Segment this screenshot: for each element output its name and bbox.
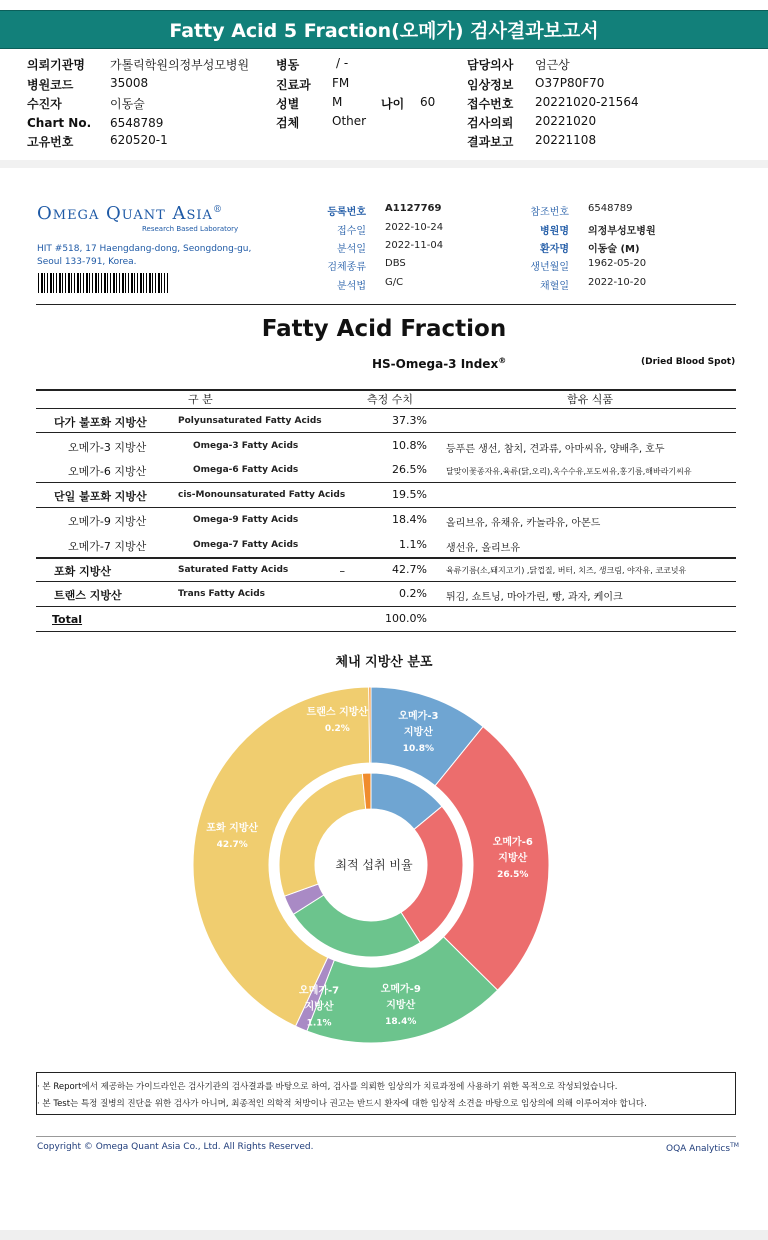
receipt-no-label: 접수번호 <box>467 97 514 111</box>
slice-name-label: 지방산 <box>498 853 528 865</box>
patient-name-value: 이동술 (M) <box>588 244 640 255</box>
row-value: 18.4% <box>392 513 427 526</box>
patient-name-label: 환자명 <box>540 244 569 255</box>
row-english-name: cis-Monounsaturated Fatty Acids <box>178 490 346 500</box>
analysis-date-label: 분석일 <box>337 244 366 255</box>
slice-value-label: 42.7% <box>216 840 248 851</box>
method-value: G/C <box>385 277 404 288</box>
row-mark: _ <box>340 563 345 573</box>
analysis-date-value: 2022-11-04 <box>385 240 444 251</box>
row-foods: 달맞이꽃종자유,육류(닭,오리),옥수수유,포도씨유,홍기름,해바라기씨유 <box>446 467 692 476</box>
row-foods: 올리브유, 유채유, 카놀라유, 아몬드 <box>446 518 601 529</box>
outer-slice <box>369 687 371 763</box>
row-foods: 등푸른 생선, 참치, 견과류, 아마씨유, 양배추, 호두 <box>446 444 665 455</box>
row-divider <box>36 482 736 483</box>
lab-logo-mark: ® <box>212 205 223 215</box>
registration-no-value: A1127769 <box>385 203 442 214</box>
row-value: 42.7% <box>392 563 427 576</box>
table-bottom-border <box>36 631 736 632</box>
doctor-label: 담당의사 <box>467 58 514 72</box>
row-foods: 생선유, 올리브유 <box>446 543 520 554</box>
row-divider <box>36 557 736 559</box>
row-korean-name: 포화 지방산 <box>54 565 111 578</box>
birth-date-label: 생년월일 <box>530 262 569 273</box>
received-date-label: 접수일 <box>337 226 366 237</box>
row-english-name: Polyunsaturated Fatty Acids <box>178 416 322 426</box>
specimen-type-value: DBS <box>385 258 406 269</box>
row-korean-name: 오메가-6 지방산 <box>68 465 147 478</box>
inner-slice <box>293 895 420 957</box>
reference-no-label: 참조번호 <box>530 207 569 218</box>
table-header-divider <box>36 408 736 409</box>
slice-value-label: 1.1% <box>306 1018 332 1029</box>
slice-name-label: 트랜스 지방산 <box>306 706 369 718</box>
chart-title: 체내 지방산 분포 <box>335 655 433 670</box>
row-korean-name: 오메가-3 지방산 <box>68 441 147 454</box>
row-foods: 튀김, 쇼트닝, 마아가린, 빵, 과자, 케이크 <box>446 592 623 603</box>
clinical-info-label: 임상정보 <box>467 78 514 92</box>
fatty-acid-donut-chart <box>0 672 768 1052</box>
sex-value: M <box>332 95 343 109</box>
lab-address-line2: Seoul 133-791, Korea. <box>37 257 137 267</box>
total-value: 100.0% <box>385 612 427 625</box>
slice-name-label: 지방산 <box>386 999 416 1011</box>
institution-value: 가톨릭학원의정부성모병원 <box>110 58 250 72</box>
index-name: HS-Omega-3 Index <box>372 357 499 371</box>
patient-label: 수진자 <box>27 97 62 111</box>
specimen-type-label: 검체종류 <box>327 262 366 273</box>
age-label: 나이 <box>381 97 405 111</box>
collection-date-value: 2022-10-20 <box>588 277 647 288</box>
age-value: 60 <box>420 95 436 109</box>
disclaimer-line-1: · 본 Report에서 제공하는 가이드라인은 검사기관의 검사결과를 바탕으로 하여, 검사를 의뢰한 임상의가 치료과정에 사용하기 위한 목적으로 작성되었습니다. <box>37 1082 618 1092</box>
specimen-label: 검체 <box>276 116 300 130</box>
lab-tagline: Research Based Laboratory <box>142 225 239 233</box>
lab-logo-text: Omega Quant Asia <box>37 203 213 224</box>
specimen-value: Other <box>332 114 367 128</box>
hospital-name-value: 의정부성모병원 <box>588 226 656 237</box>
patient-value: 이동술 <box>110 97 145 111</box>
slice-name-label: 오메가-7 <box>299 985 340 997</box>
footer-divider <box>36 1136 736 1137</box>
footer-brand <box>666 1142 739 1154</box>
section-divider <box>0 160 768 168</box>
clinical-info-value: O37P80F70 <box>535 76 605 90</box>
chart-center-label: 최적 섭취 비율 <box>335 858 413 872</box>
row-korean-name: 트랜스 지방산 <box>54 589 122 602</box>
total-label: Total <box>52 613 83 626</box>
receipt-no-value: 20221020-21564 <box>535 95 639 109</box>
report-title: Fatty Acid 5 Fraction(오메가) 검사결과보고서 <box>169 20 599 42</box>
row-korean-name: 다가 불포화 지방산 <box>54 416 147 429</box>
row-english-name: Trans Fatty Acids <box>178 589 266 599</box>
column-header-category: 구 분 <box>188 393 213 406</box>
column-header-value: 측정 수치 <box>367 393 414 406</box>
row-value: 37.3% <box>392 414 427 427</box>
info-divider <box>36 304 736 305</box>
slice-value-label: 0.2% <box>324 723 350 734</box>
unique-id-value: 620520-1 <box>110 133 168 147</box>
row-foods: 육류기름(소,돼지고기) ,닭껍질, 버터, 치즈, 생크림, 야자유, 코코넛유 <box>446 566 687 575</box>
department-value: FM <box>332 76 350 90</box>
disclaimer-line-2: · 본 Test는 특정 질병의 진단을 위한 검사가 아니며, 최종적인 의학적 처방이나 권고는 반드시 환자에 대한 임상적 소견을 바탕으로 임상의에 의해 이루어져야 합니다. <box>37 1099 647 1109</box>
row-divider <box>36 432 736 433</box>
row-value: 10.8% <box>392 439 427 452</box>
received-date-value: 2022-10-24 <box>385 222 444 233</box>
sex-label: 성별 <box>276 97 300 111</box>
row-value: 19.5% <box>392 488 427 501</box>
birth-date-value: 1962-05-20 <box>588 258 647 269</box>
slice-value-label: 18.4% <box>385 1016 417 1027</box>
unique-id-label: 고유번호 <box>27 135 74 149</box>
row-korean-name: 오메가-7 지방산 <box>68 540 147 553</box>
row-divider <box>36 606 736 607</box>
row-english-name: Omega-6 Fatty Acids <box>193 465 299 475</box>
ward-value: / - <box>336 56 349 70</box>
row-value: 0.2% <box>399 587 427 600</box>
slice-name-label: 오메가-9 <box>380 983 421 995</box>
index-title <box>372 356 506 371</box>
row-korean-name: 오메가-9 지방산 <box>68 515 147 528</box>
slice-name-label: 오메가-6 <box>492 837 533 849</box>
department-label: 진료과 <box>276 78 311 92</box>
lab-address-line1: HIT #518, 17 Haengdang-dong, Seongdong-gu, <box>37 244 252 254</box>
sample-type-note: (Dried Blood Spot) <box>641 357 736 367</box>
chart-no-label: Chart No. <box>27 116 92 130</box>
report-date-value: 20221108 <box>535 133 597 147</box>
request-date-label: 검사의뢰 <box>467 116 514 130</box>
slice-value-label: 26.5% <box>497 870 529 881</box>
ward-label: 병동 <box>276 58 300 72</box>
collection-date-label: 채혈일 <box>540 281 569 292</box>
doctor-value: 엄근상 <box>535 58 570 72</box>
fraction-title: Fatty Acid Fraction <box>261 316 507 342</box>
footer-brand-mark: TM <box>730 1142 739 1149</box>
hospital-name-label: 병원명 <box>540 226 569 237</box>
row-value: 1.1% <box>399 538 427 551</box>
report-date-label: 결과보고 <box>467 135 514 149</box>
hospital-code-value: 35008 <box>110 76 149 90</box>
slice-value-label: 10.8% <box>402 744 435 755</box>
row-divider <box>36 581 736 582</box>
report-banner <box>0 10 768 49</box>
row-korean-name: 단일 불포화 지방산 <box>54 490 147 503</box>
institution-label: 의뢰기관명 <box>27 58 85 72</box>
request-date-value: 20221020 <box>535 114 597 128</box>
lab-logo <box>37 203 223 224</box>
copyright-text: Copyright © Omega Quant Asia Co., Ltd. All Rights Reserved. <box>37 1142 314 1152</box>
hospital-code-label: 병원코드 <box>27 78 74 92</box>
row-english-name: Omega-9 Fatty Acids <box>193 515 299 525</box>
reference-no-value: 6548789 <box>588 203 633 214</box>
row-english-name: Saturated Fatty Acids <box>178 565 289 575</box>
row-value: 26.5% <box>392 463 427 476</box>
footer-brand-name: OQA Analytics <box>666 1144 731 1154</box>
slice-name-label: 지방산 <box>304 1001 334 1013</box>
registration-no-label: 등록번호 <box>327 207 366 218</box>
page-bottom-strip <box>0 1230 768 1240</box>
method-label: 분석법 <box>337 281 366 292</box>
slice-name-label: 포화 지방산 <box>206 823 259 835</box>
chart-no-value: 6548789 <box>110 116 164 130</box>
row-divider <box>36 507 736 508</box>
slice-name-label: 오메가-3 <box>398 711 439 723</box>
row-english-name: Omega-7 Fatty Acids <box>193 540 299 550</box>
column-header-foods: 함유 식품 <box>567 393 614 406</box>
inner-slice <box>401 806 463 942</box>
index-mark: ® <box>498 356 507 365</box>
slice-name-label: 지방산 <box>403 727 433 739</box>
barcode <box>38 273 168 293</box>
row-english-name: Omega-3 Fatty Acids <box>193 441 299 451</box>
